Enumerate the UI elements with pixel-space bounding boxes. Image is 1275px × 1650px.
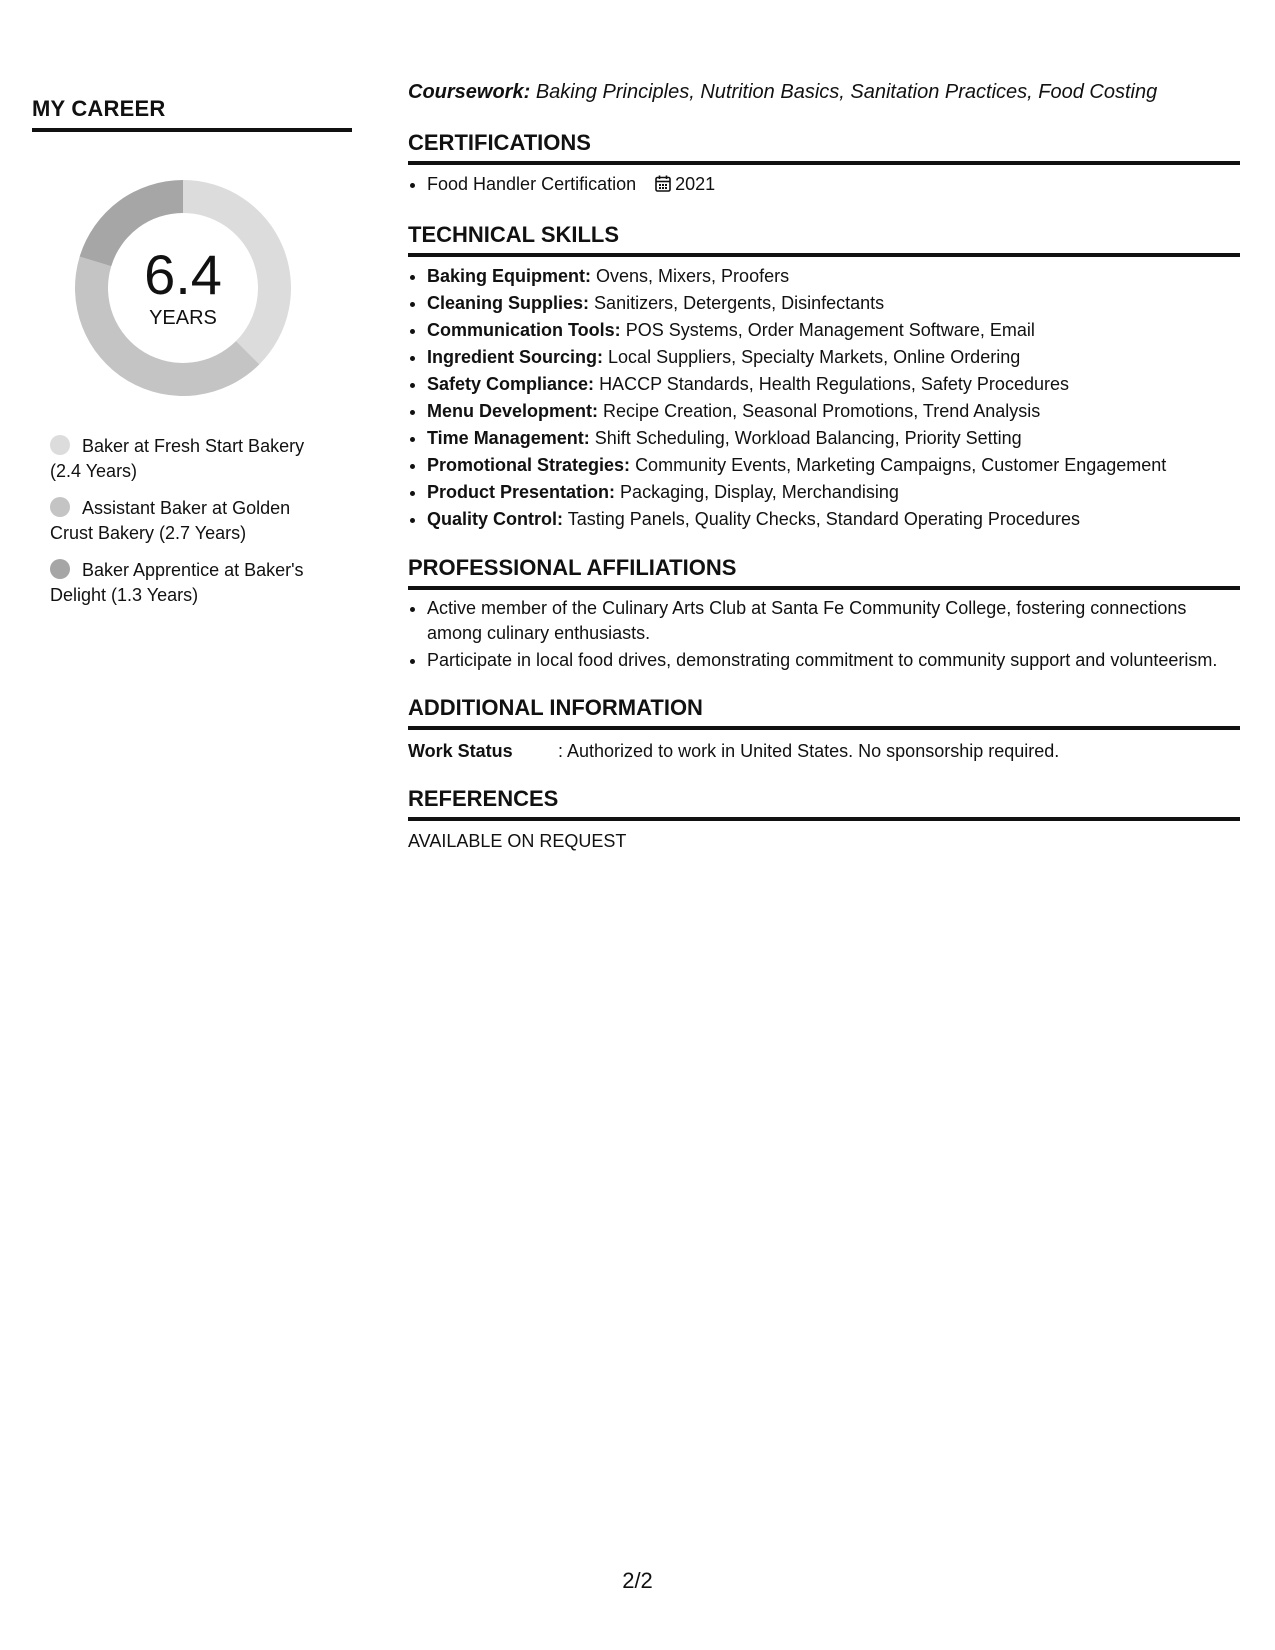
skill-label: Time Management: (427, 428, 590, 448)
coursework-line (408, 78, 1240, 106)
certification-item (427, 171, 1240, 200)
legend-dot (50, 435, 70, 455)
legend-label: Baker at Fresh Start Bakery (2.4 Years) (50, 436, 305, 481)
calendar-icon (655, 173, 671, 200)
skill-text: Packaging, Display, Merchandising (620, 482, 899, 502)
donut-center (67, 172, 299, 404)
certification-name: Food Handler Certification (427, 174, 637, 194)
career-sidebar (32, 96, 352, 620)
career-legend (50, 434, 315, 608)
affiliations-list (408, 596, 1240, 673)
legend-dot (50, 559, 70, 579)
certifications-heading: CERTIFICATIONS (408, 120, 1240, 165)
affiliation-item: • Participate in local food drives, demonstrating commitment to community support and volunteerism. (427, 648, 1240, 673)
skill-label: Menu Development: (427, 401, 599, 421)
career-heading: MY CAREER (32, 96, 352, 132)
skill-text: Community Events, Marketing Campaigns, Customer Engagement (635, 455, 1167, 475)
coursework-label: Coursework: (408, 81, 531, 103)
skill-item (427, 398, 1240, 425)
skill-item (427, 344, 1240, 371)
work-status-row (408, 738, 1240, 764)
skill-text: Tasting Panels, Quality Checks, Standard Operating Procedures (567, 509, 1080, 529)
legend-dot (50, 497, 70, 517)
coursework-text: Baking Principles, Nutrition Basics, Sanitation Practices, Food Costing (535, 81, 1158, 103)
legend-item (50, 434, 315, 484)
skill-text: Ovens, Mixers, Proofers (596, 266, 790, 286)
skill-text: POS Systems, Order Management Software, Email (625, 320, 1035, 340)
legend-label: Baker Apprentice at Baker's Delight (1.3 Years) (50, 560, 304, 605)
affiliations-heading: PROFESSIONAL AFFILIATIONS (408, 545, 1240, 590)
skill-text: Sanitizers, Detergents, Disinfectants (594, 293, 885, 313)
skill-item (427, 425, 1240, 452)
certifications-list (408, 171, 1240, 200)
additional-info-heading: ADDITIONAL INFORMATION (408, 685, 1240, 730)
skill-label: Promotional Strategies: (427, 455, 631, 475)
skill-text: Recipe Creation, Seasonal Promotions, Trend Analysis (603, 401, 1041, 421)
technical-skills-heading: TECHNICAL SKILLS (408, 212, 1240, 257)
technical-skills-list (408, 263, 1240, 533)
legend-label: Assistant Baker at Golden Crust Bakery (2.7 Years) (50, 498, 291, 543)
page-number: 2/2 (622, 1568, 653, 1593)
total-years-unit: YEARS (149, 306, 217, 329)
work-status-label: Work Status (408, 741, 513, 761)
references-heading: REFERENCES (408, 776, 1240, 821)
skill-label: Cleaning Supplies: (427, 293, 590, 313)
legend-item (50, 558, 315, 608)
skill-text: HACCP Standards, Health Regulations, Safety Procedures (599, 374, 1069, 394)
skill-item (427, 452, 1240, 479)
skill-label: Baking Equipment: (427, 266, 592, 286)
affiliation-item: • Active member of the Culinary Arts Club at Santa Fe Community College, fostering connections among culinary enthusiasts. (427, 596, 1240, 646)
skill-label: Ingredient Sourcing: (427, 347, 604, 367)
skill-label: Product Presentation: (427, 482, 616, 502)
references-text: AVAILABLE ON REQUEST (408, 831, 627, 851)
skill-item (427, 290, 1240, 317)
work-status-value: : Authorized to work in United States. No sponsorship required. (558, 741, 1060, 761)
skill-text: Local Suppliers, Specialty Markets, Online Ordering (608, 347, 1021, 367)
skill-item (427, 506, 1240, 533)
skill-item (427, 371, 1240, 398)
main-column (408, 78, 1240, 852)
career-donut-chart (67, 172, 299, 404)
legend-item (50, 496, 315, 546)
skill-label: Quality Control: (427, 509, 563, 529)
skill-item (427, 479, 1240, 506)
skill-text: Shift Scheduling, Workload Balancing, Priority Setting (594, 428, 1022, 448)
skill-item (427, 263, 1240, 290)
skill-label: Safety Compliance: (427, 374, 595, 394)
skill-label: Communication Tools: (427, 320, 621, 340)
total-years-value: 6.4 (144, 242, 222, 306)
certification-year: 2021 (675, 174, 716, 194)
skill-item (427, 317, 1240, 344)
